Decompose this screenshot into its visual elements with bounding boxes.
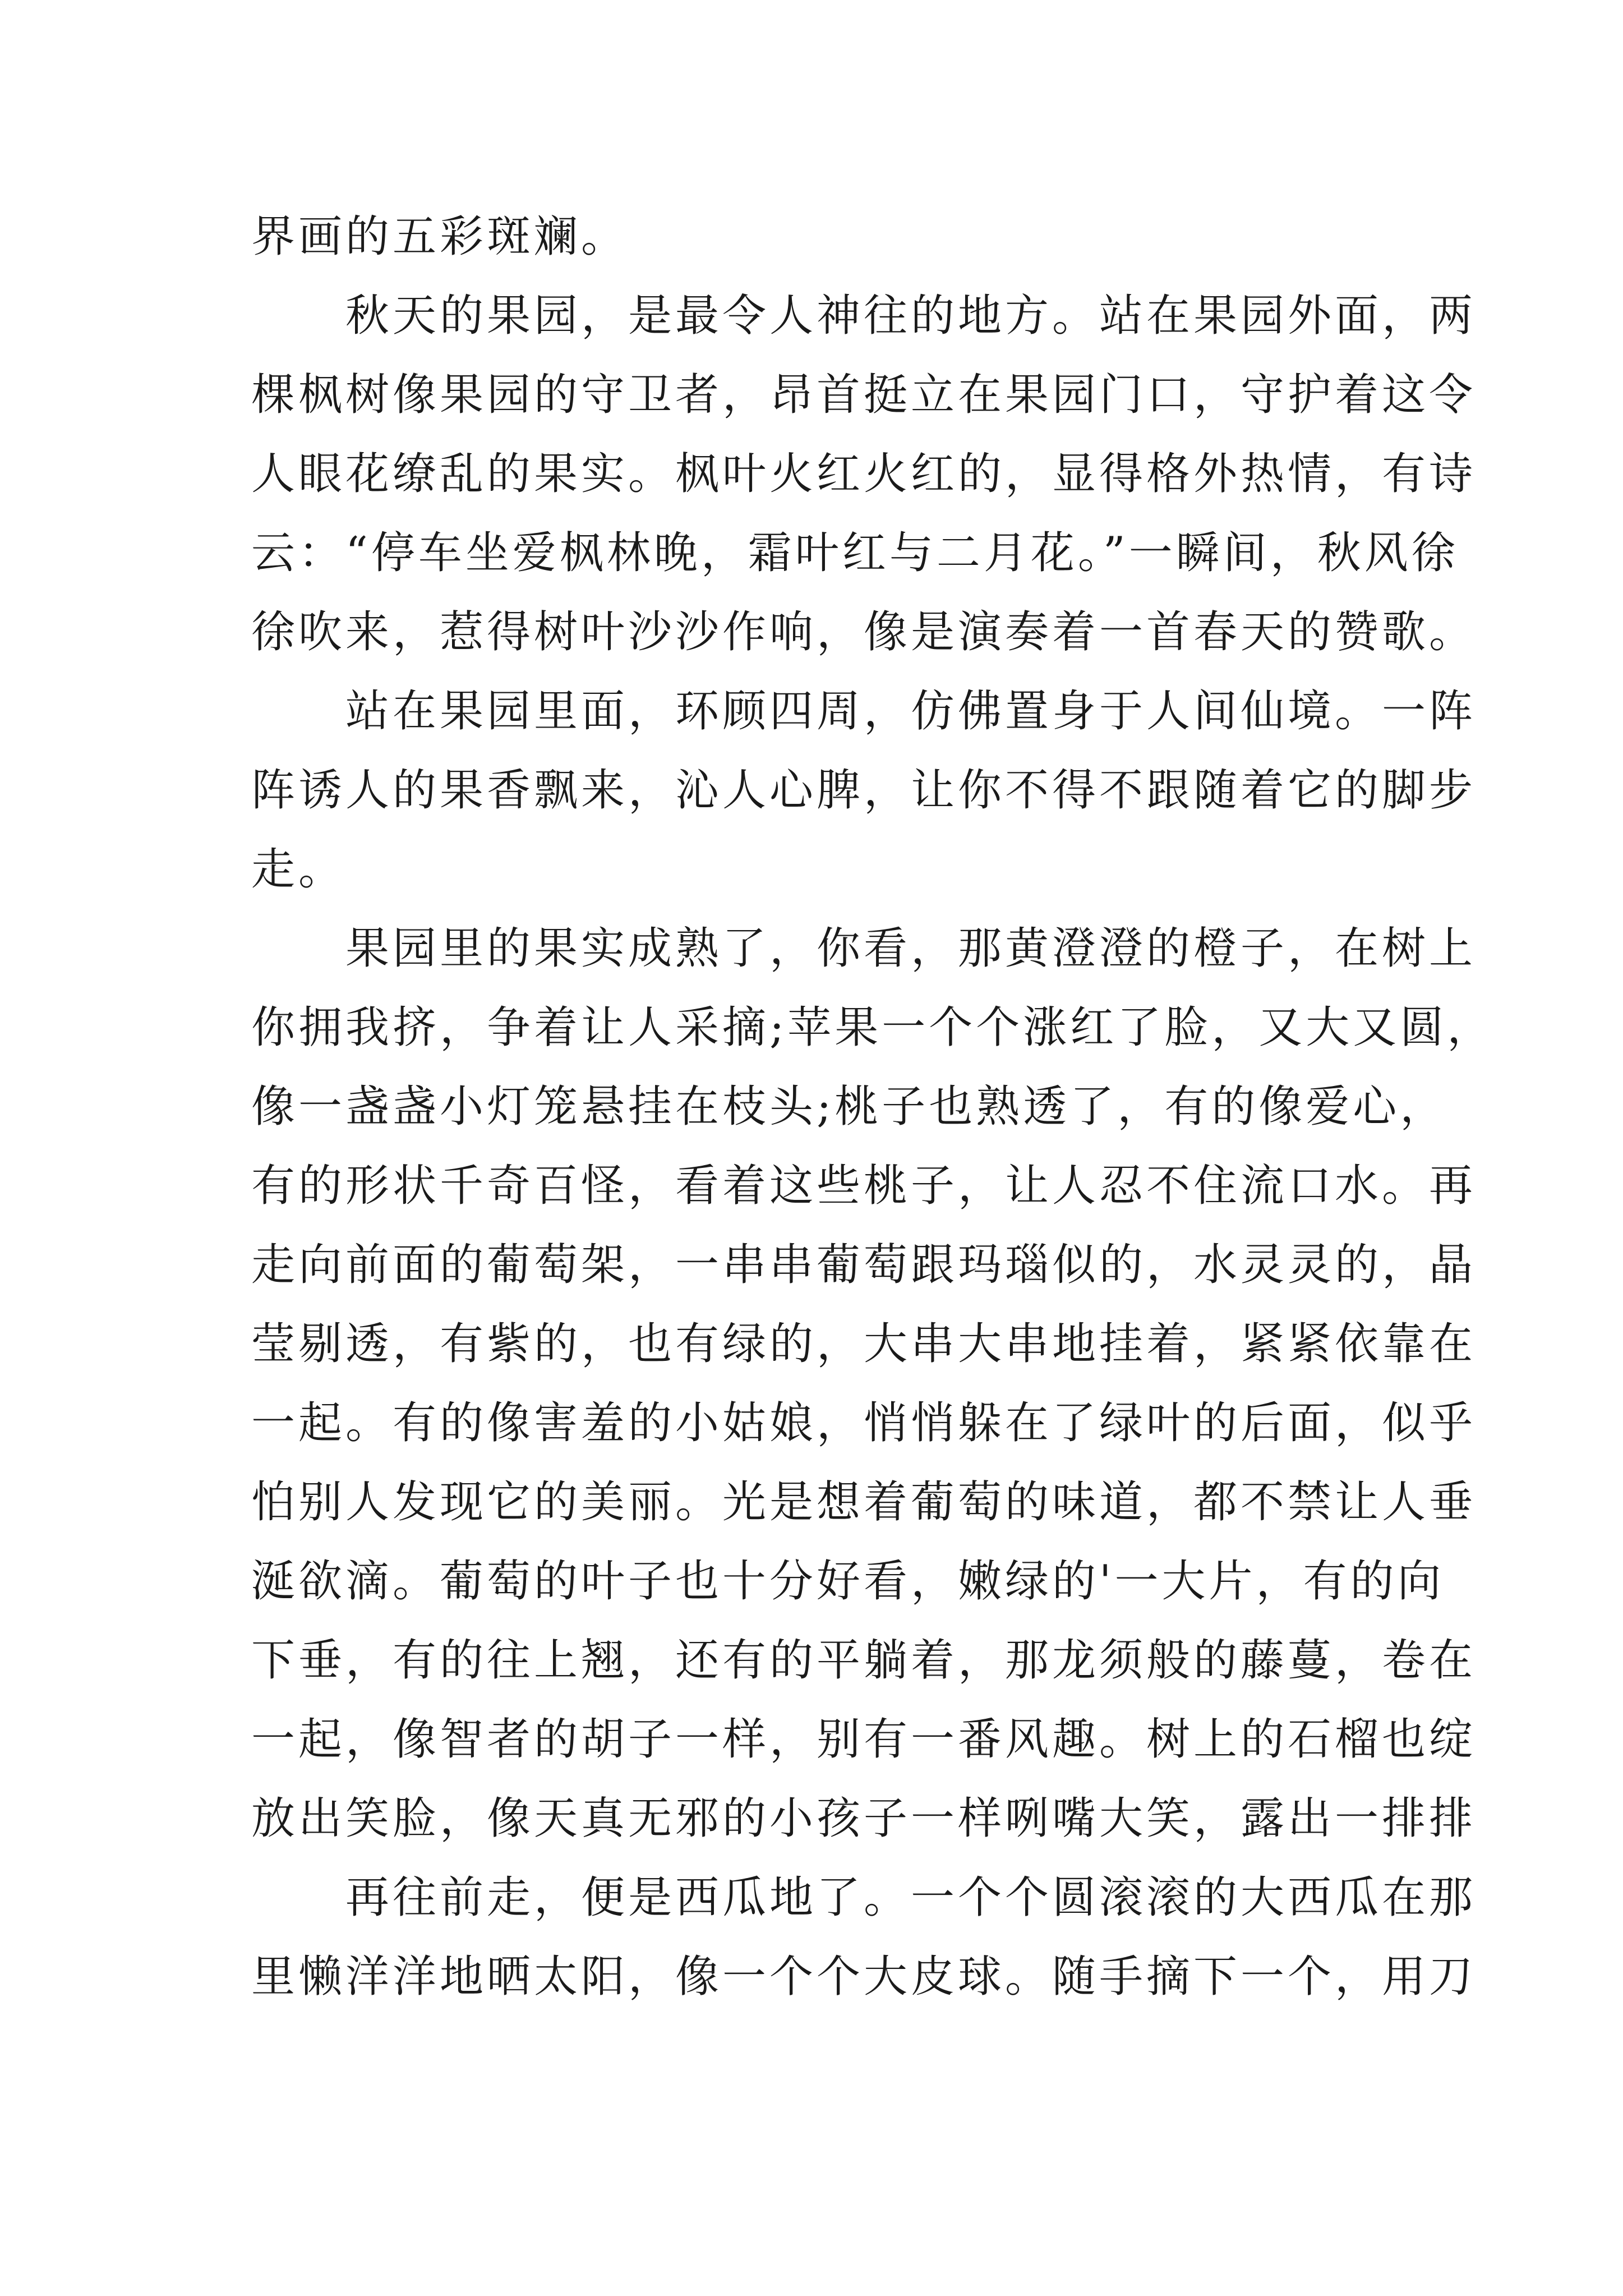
paragraph-5	[251, 1858, 1477, 2017]
paragraph-1	[251, 197, 1395, 277]
text-line: 云：“停车坐爱枫林晚，霜叶红与二月花。”一瞬间，秋风徐	[251, 528, 1459, 578]
text-line: 走。	[251, 844, 346, 895]
text-line: 人眼花缭乱的果实。枫叶火红火红的，显得格外热情，有诗	[251, 449, 1477, 499]
text-line: 莹剔透，有紫的，也有绿的，大串大串地挂着，紧紧依靠在	[251, 1319, 1477, 1369]
text-line: 一起。有的像害羞的小姑娘，悄悄躲在了绿叶的后面，似乎	[251, 1398, 1477, 1448]
paragraph-2	[251, 277, 1477, 672]
text-line: 果园里的果实成熟了，你看，那黄澄澄的橙子，在树上	[251, 923, 1477, 974]
text-line: 秋天的果园，是最令人神往的地方。站在果园外面，两	[251, 291, 1477, 341]
text-line: 你拥我挤，争着让人采摘;苹果一个个涨红了脸，又大又圆，	[251, 1002, 1495, 1053]
text-line: 阵诱人的果香飘来，沁人心脾，让你不得不跟随着它的脚步	[251, 765, 1477, 816]
text-line: 棵枫树像果园的守卫者，昂首挺立在果园门口，守护着这令	[251, 370, 1477, 420]
paragraph-4	[251, 909, 1495, 1858]
text-line: 界画的五彩斑斓。	[251, 211, 629, 262]
paragraph-3	[251, 672, 1477, 909]
text-line: 徐吹来，惹得树叶沙沙作响，像是演奏着一首春天的赞歌。	[251, 607, 1477, 657]
text-line: 里懒洋洋地晒太阳，像一个个大皮球。随手摘下一个，用刀	[251, 1952, 1477, 2002]
text-line: 走向前面的葡萄架，一串串葡萄跟玛瑙似的，水灵灵的，晶	[251, 1240, 1477, 1290]
text-line: 像一盏盏小灯笼悬挂在枝头;桃子也熟透了，有的像爱心，	[251, 1082, 1447, 1132]
body-text	[251, 197, 1495, 2017]
text-line: 有的形状千奇百怪，看着这些桃子，让人忍不住流口水。再	[251, 1161, 1477, 1211]
text-line: 怕别人发现它的美丽。光是想着葡萄的味道，都不禁让人垂	[251, 1477, 1477, 1527]
text-line: 再往前走，便是西瓜地了。一个个圆滚滚的大西瓜在那	[251, 1872, 1477, 1923]
text-line: 一起，像智者的胡子一样，别有一番风趣。树上的石榴也绽	[251, 1714, 1477, 1765]
text-line: 涎欲滴。葡萄的叶子也十分好看，嫩绿的'一大片，有的向	[251, 1556, 1445, 1607]
text-line: 放出笑脸，像天真无邪的小孩子一样咧嘴大笑，露出一排排	[251, 1793, 1477, 1844]
text-line: 站在果园里面，环顾四周，仿佛置身于人间仙境。一阵	[251, 686, 1477, 737]
text-line: 下垂，有的往上翘，还有的平躺着，那龙须般的藤蔓，卷在	[251, 1635, 1477, 1686]
